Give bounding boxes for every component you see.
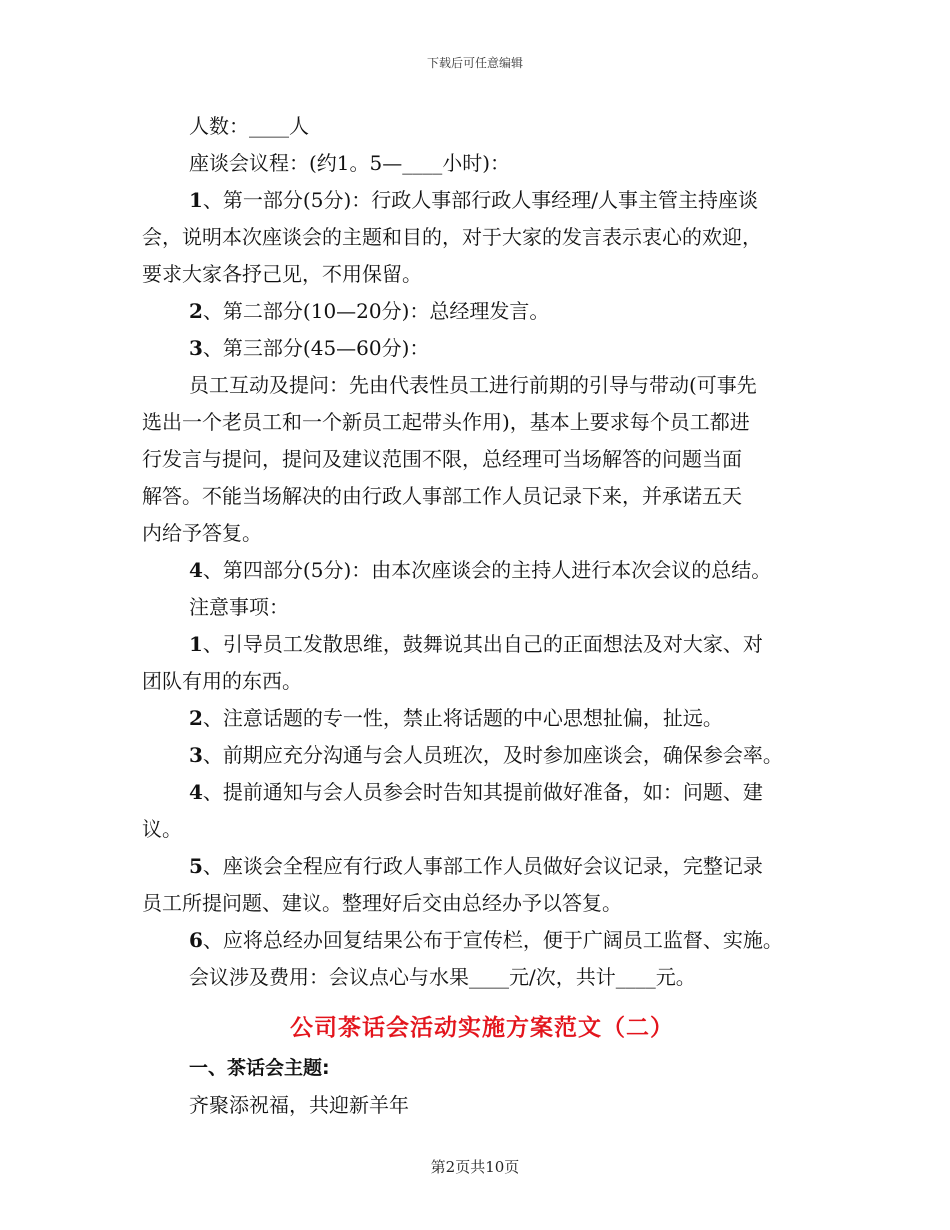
note-item-4 [142, 774, 822, 848]
agenda-part-4 [142, 552, 822, 589]
paragraph-line: 、第三部分(45—60分)： [202, 336, 430, 360]
attendees-line: 人数：____人 [189, 114, 309, 138]
paragraph-line: 、第一部分(5分)：行政人事部行政人事经理/人事主管主持座谈 [202, 188, 758, 212]
list-number: 2 [189, 706, 203, 730]
paragraph-line: 会，说明本次座谈会的主题和目的，对于大家的发言表示衷心的欢迎， [142, 225, 762, 249]
agenda-part-1 [142, 182, 822, 293]
paragraph-line: 、前期应充分沟通与会人员班次，及时参加座谈会，确保参会率。 [202, 743, 783, 767]
list-number: 1 [189, 632, 203, 656]
paragraph-line: 员工互动及提问：先由代表性员工进行前期的引导与带动(可事先 [189, 373, 757, 397]
list-number: 5 [189, 854, 203, 878]
agenda-title: 座谈会议程：(约1。5—____小时)： [189, 151, 511, 175]
theme-line: 齐聚添祝福，共迎新羊年 [189, 1093, 409, 1117]
agenda-part-3 [142, 330, 822, 367]
list-number: 4 [189, 558, 203, 582]
list-number: 2 [189, 299, 203, 323]
paragraph-line: 选出一个老员工和一个新员工起带头作用)，基本上要求每个员工都进 [142, 410, 750, 434]
paragraph-line: 团队有用的东西。 [142, 669, 302, 693]
paragraph-line: 、提前通知与会人员参会时告知其提前做好准备，如：问题、建 [202, 780, 763, 804]
note-item-6 [142, 922, 822, 959]
paragraph-line: 行发言与提问，提问及建议范围不限，总经理可当场解答的问题当面 [142, 447, 742, 471]
paragraph-line: 、应将总经办回复结果公布于宣传栏，便于广阔员工监督、实施。 [202, 928, 783, 952]
list-number: 3 [189, 743, 203, 767]
page-header: 下载后可任意编辑 [426, 56, 523, 70]
paragraph-line: 议。 [142, 817, 182, 841]
notes-title: 注意事项： [189, 595, 289, 619]
list-number: 6 [189, 928, 203, 952]
paragraph-line: 、座谈会全程应有行政人事部工作人员做好会议记录，完整记录 [202, 854, 763, 878]
list-number: 4 [189, 780, 203, 804]
costs-line: 会议涉及费用：会议点心与水果____元/次，共计____元。 [189, 965, 696, 989]
list-number: 3 [189, 336, 203, 360]
paragraph-line: 、第四部分(5分)：由本次座谈会的主持人进行本次会议的总结。 [202, 558, 772, 582]
interaction-paragraph [142, 367, 822, 552]
note-item-2 [142, 700, 822, 737]
paragraph-line: 、第二部分(10—20分)：总经理发言。 [202, 299, 550, 323]
note-item-1 [142, 626, 822, 700]
note-item-3 [142, 737, 822, 774]
section-heading: 一、茶话会主题: [189, 1057, 330, 1079]
section-title: 公司茶话会活动实施方案范文（二） [290, 1014, 674, 1041]
note-item-5 [142, 848, 822, 922]
list-number: 1 [189, 188, 203, 212]
document-body [142, 108, 822, 1124]
paragraph-line: 内给予答复。 [142, 521, 262, 545]
agenda-part-2 [142, 293, 822, 330]
page-footer: 第2页共10页 [430, 1158, 520, 1176]
paragraph-line: 解答。不能当场解决的由行政人事部工作人员记录下来，并承诺五天 [142, 484, 742, 508]
paragraph-line: 要求大家各抒己见，不用保留。 [142, 262, 422, 286]
paragraph-line: 员工所提问题、建议。整理好后交由总经办予以答复。 [142, 891, 622, 915]
paragraph-line: 、注意话题的专一性，禁止将话题的中心思想扯偏，扯远。 [202, 706, 723, 730]
paragraph-line: 、引导员工发散思维，鼓舞说其出自己的正面想法及对大家、对 [202, 632, 763, 656]
